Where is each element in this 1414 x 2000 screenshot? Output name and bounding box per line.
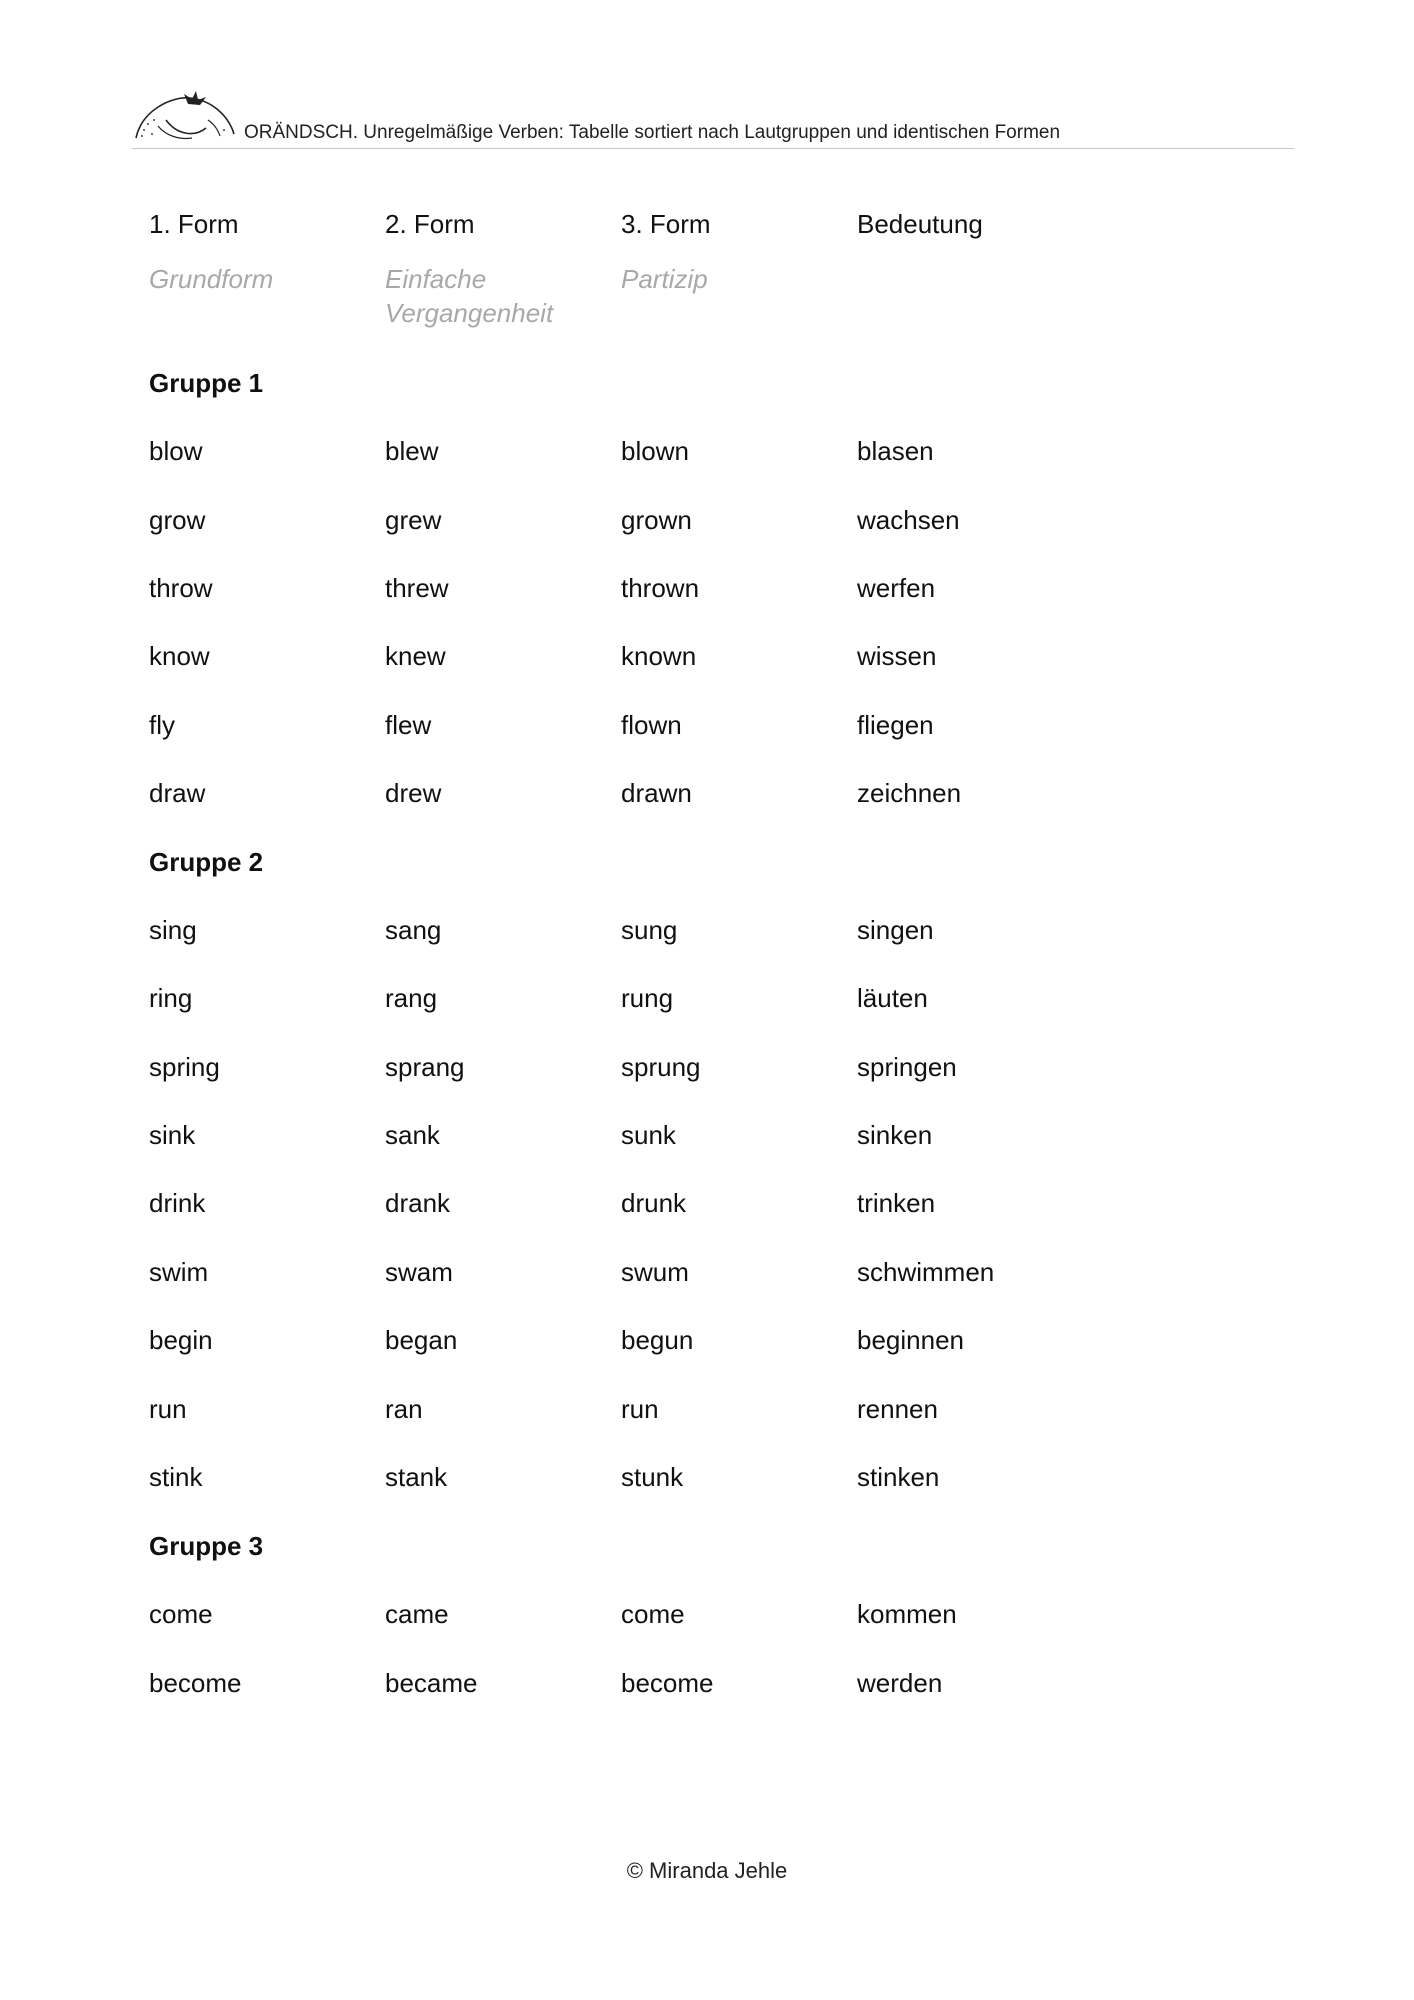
verb-past: drew <box>385 778 442 808</box>
verb-meaning: beginnen <box>857 1325 964 1355</box>
verb-base: throw <box>149 573 213 603</box>
verb-meaning: trinken <box>857 1188 936 1218</box>
verb-base: stink <box>149 1462 203 1492</box>
verb-past: flew <box>385 710 432 740</box>
orange-logo-icon <box>132 90 236 142</box>
verb-meaning: schwimmen <box>857 1257 995 1287</box>
verb-past: grew <box>385 505 442 535</box>
verb-base: know <box>149 641 210 671</box>
verb-participle: stunk <box>621 1462 684 1492</box>
group-title: Gruppe 3 <box>149 1531 264 1561</box>
verb-meaning: wissen <box>857 641 937 671</box>
verb-past: threw <box>385 573 449 603</box>
verb-participle: drunk <box>621 1188 687 1218</box>
verb-participle: thrown <box>621 573 700 603</box>
verb-base: spring <box>149 1052 220 1082</box>
verb-past: swam <box>385 1257 453 1287</box>
verb-base: begin <box>149 1325 213 1355</box>
verb-participle: sunk <box>621 1120 676 1150</box>
verb-participle: become <box>621 1668 714 1698</box>
verb-base: sing <box>149 915 197 945</box>
verb-base: drink <box>149 1188 206 1218</box>
verb-meaning: blasen <box>857 436 934 466</box>
verb-past: became <box>385 1668 478 1698</box>
copyright-footer: © Miranda Jehle <box>626 1858 788 1883</box>
verb-past: knew <box>385 641 446 671</box>
verb-base: grow <box>149 505 206 535</box>
verb-participle: blown <box>621 436 689 466</box>
verb-meaning: sinken <box>857 1120 933 1150</box>
verb-past: sank <box>385 1120 440 1150</box>
verb-meaning: werden <box>857 1668 943 1698</box>
verb-participle: rung <box>621 983 674 1013</box>
verb-meaning: läuten <box>857 983 928 1013</box>
verb-base: become <box>149 1668 242 1698</box>
verb-participle: begun <box>621 1325 694 1355</box>
verb-base: come <box>149 1599 213 1629</box>
verb-base: sink <box>149 1120 196 1150</box>
verb-base: swim <box>149 1257 209 1287</box>
verb-participle: grown <box>621 505 692 535</box>
column-subheader-form3: Partizip <box>621 264 708 294</box>
verb-base: ring <box>149 983 193 1013</box>
column-header-form3: 3. Form <box>621 209 711 239</box>
verb-meaning: zeichnen <box>857 778 962 808</box>
group-title: Gruppe 2 <box>149 847 264 877</box>
verb-past: sang <box>385 915 442 945</box>
verb-meaning: wachsen <box>857 505 960 535</box>
verb-meaning: rennen <box>857 1394 938 1424</box>
verb-meaning: werfen <box>857 573 936 603</box>
verb-past: came <box>385 1599 449 1629</box>
group-title: Gruppe 1 <box>149 368 264 398</box>
verb-participle: flown <box>621 710 682 740</box>
verb-participle: sung <box>621 915 678 945</box>
verb-base: blow <box>149 436 203 466</box>
column-subheader-form1: Grundform <box>149 264 274 294</box>
verb-meaning: stinken <box>857 1462 940 1492</box>
verb-participle: run <box>621 1394 659 1424</box>
verb-meaning: fliegen <box>857 710 934 740</box>
verb-past: drank <box>385 1188 451 1218</box>
verb-past: began <box>385 1325 458 1355</box>
column-subheader-form2: Einfache Vergangenheit <box>385 264 554 328</box>
header-divider <box>132 148 1294 149</box>
column-header-form2: 2. Form <box>385 209 475 239</box>
verb-past: sprang <box>385 1052 465 1082</box>
page-header <box>132 88 1294 148</box>
verb-meaning: singen <box>857 915 934 945</box>
verb-base: draw <box>149 778 206 808</box>
verb-base: fly <box>149 710 175 740</box>
verb-participle: come <box>621 1599 685 1629</box>
verb-past: rang <box>385 983 438 1013</box>
verb-meaning: kommen <box>857 1599 957 1629</box>
verb-past: ran <box>385 1394 423 1424</box>
column-header-form1: 1. Form <box>149 209 239 239</box>
column-header-meaning: Bedeutung <box>857 209 983 239</box>
verb-participle: drawn <box>621 778 692 808</box>
verb-participle: known <box>621 641 697 671</box>
verb-past: stank <box>385 1462 448 1492</box>
verb-meaning: springen <box>857 1052 957 1082</box>
header-title: ORÄNDSCH. Unregelmäßige Verben: Tabelle sortiert nach Lautgruppen und identischen Formen <box>244 122 1061 143</box>
verb-participle: swum <box>621 1257 689 1287</box>
verb-base: run <box>149 1394 187 1424</box>
verb-past: blew <box>385 436 439 466</box>
verb-participle: sprung <box>621 1052 701 1082</box>
